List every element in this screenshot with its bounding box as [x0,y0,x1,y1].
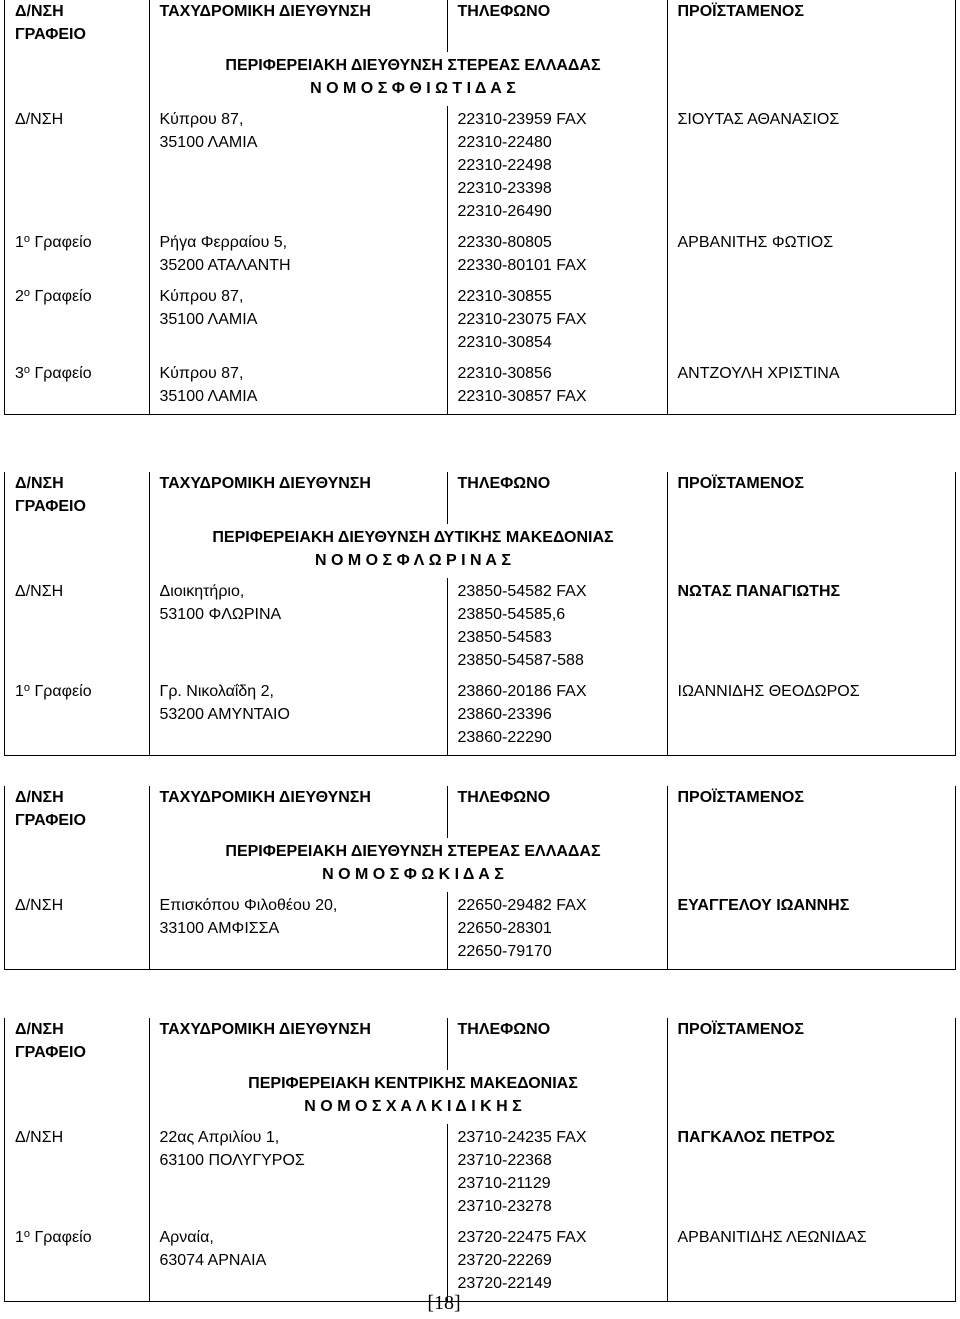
office-label: 1 [15,683,24,700]
region-spacer [5,1070,149,1124]
office-label-rest: Γραφείο [30,234,92,251]
header-head: ΠΡΟΪΣΤΑΜΕΝΟΣ [667,1018,957,1070]
head-cell [667,283,957,360]
address-line: Αρναία, [159,1229,214,1246]
address-line: 35100 ΛΑΜΙΑ [159,388,258,405]
phone-number: 22310-30856 [457,365,552,382]
phone-number: 23710-23278 [457,1198,552,1215]
header-office-line1: Δ/ΝΣΗ [15,789,64,806]
address-line: 22ας Απριλίου 1, [159,1129,280,1146]
head-cell [667,1124,957,1224]
head-cell [667,678,957,755]
phone-number: 22650-29482 FAX [457,897,587,914]
region-spacer-right [667,838,957,892]
phone-number: 22310-22498 [457,157,552,174]
table-row [5,678,957,755]
phone-number: 22310-26490 [457,203,552,220]
phone-cell [447,106,667,229]
table-row [5,360,957,414]
office-label-rest: Γραφείο [30,365,92,382]
head-name: ΑΡΒΑΝΙΤΙΔΗΣ ΛΕΩΝΙΔΑΣ [677,1229,867,1246]
head-cell [667,892,957,969]
address-line: 63100 ΠΟΛΥΓΥΡΟΣ [159,1152,305,1169]
phone-number: 22310-30857 FAX [457,388,587,405]
header-office-line2: ΓΡΑΦΕΙΟ [15,1044,86,1061]
office-label: 1 [15,234,24,251]
address-cell [149,360,447,414]
address-line: Επισκόπου Φιλοθέου 20, [159,897,338,914]
office-label-rest: Γραφείο [30,683,92,700]
address-cell [149,106,447,229]
region-row [5,524,957,578]
table-frame [4,786,956,970]
region-title: ΠΕΡΙΦΕΡΕΙΑΚΗ ΔΙΕΥΘΥΝΣΗ ΣΤΕΡΕΑΣ ΕΛΛΑΔΑΣ [225,57,601,74]
phone-number: 23710-21129 [457,1175,551,1192]
address-line: 33100 ΑΜΦΙΣΣΑ [159,920,280,937]
header-phone: ΤΗΛΕΦΩΝΟ [447,1018,667,1070]
region-cell [149,52,667,106]
address-cell [149,578,447,678]
region-title: ΠΕΡΙΦΕΡΕΙΑΚΗ ΚΕΝΤΡΙΚΗΣ ΜΑΚΕΔΟΝΙΑΣ [248,1075,578,1092]
header-head: ΠΡΟΪΣΤΑΜΕΝΟΣ [667,0,957,52]
region-row [5,838,957,892]
phone-cell [447,283,667,360]
head-name: ΙΩΑΝΝΙΔΗΣ ΘΕΟΔΩΡΟΣ [677,683,860,700]
head-cell [667,578,957,678]
table-row [5,229,957,283]
phone-number: 23720-22269 [457,1252,552,1269]
address-line: 35100 ΛΑΜΙΑ [159,311,258,328]
office-label-rest: Γραφείο [30,1229,92,1246]
header-office [5,0,149,52]
header-office-line2: ΓΡΑΦΕΙΟ [15,26,86,43]
phone-number: 23720-22149 [457,1275,552,1292]
head-cell [667,360,957,414]
directory-block-fokida [4,786,956,970]
phone-cell [447,1124,667,1224]
header-phone: ΤΗΛΕΦΩΝΟ [447,0,667,52]
office-label: Δ/ΝΣΗ [15,897,64,914]
table-row [5,283,957,360]
office-cell [5,892,149,969]
region-cell [149,1070,667,1124]
head-cell [667,1224,957,1301]
phone-number: 23850-54587-588 [457,652,584,669]
address-cell [149,678,447,755]
head-cell [667,106,957,229]
header-head: ΠΡΟΪΣΤΑΜΕΝΟΣ [667,472,957,524]
directory-block-fthiotida [4,0,956,415]
phone-number: 23860-22290 [457,729,552,746]
phone-number: 22310-23075 FAX [457,311,587,328]
address-line: 63074 ΑΡΝΑΙΑ [159,1252,267,1269]
address-line: Κύπρου 87, [159,111,244,128]
table-row [5,1124,957,1224]
head-name: ΑΡΒΑΝΙΤΗΣ ΦΩΤΙΟΣ [677,234,834,251]
header-office-line2: ΓΡΑΦΕΙΟ [15,498,86,515]
office-cell [5,678,149,755]
address-line: 35100 ΛΑΜΙΑ [159,134,258,151]
address-cell [149,229,447,283]
region-spacer-right [667,1070,957,1124]
header-address: ΤΑΧΥΔΡΟΜΙΚΗ ΔΙΕΥΘΥΝΣΗ [149,786,447,838]
phone-cell [447,678,667,755]
head-name: ΕΥΑΓΓΕΛΟΥ ΙΩΑΝΝΗΣ [677,897,850,914]
phone-number: 23720-22475 FAX [457,1229,587,1246]
phone-cell [447,360,667,414]
header-phone: ΤΗΛΕΦΩΝΟ [447,786,667,838]
address-line: Ρήγα Φερραίου 5, [159,234,288,251]
header-phone: ΤΗΛΕΦΩΝΟ [447,472,667,524]
header-office-line1: Δ/ΝΣΗ [15,3,64,20]
header-row [5,0,957,52]
directory-table [5,472,957,755]
region-spacer-right [667,52,957,106]
office-cell [5,360,149,414]
table-frame [4,0,956,415]
office-cell [5,1124,149,1224]
address-cell [149,1224,447,1301]
region-spacer [5,52,149,106]
region-cell [149,524,667,578]
phone-cell [447,892,667,969]
phone-number: 22650-79170 [457,943,552,960]
address-line: Κύπρου 87, [159,365,244,382]
directory-table [5,1018,957,1301]
phone-number: 23860-23396 [457,706,552,723]
prefecture-title: Ν Ο Μ Ο Σ Φ Θ Ι Ω Τ Ι Δ Α Σ [310,80,516,97]
office-label: 3 [15,365,24,382]
header-office [5,1018,149,1070]
phone-number: 23860-20186 FAX [457,683,587,700]
phone-number: 23710-22368 [457,1152,552,1169]
phone-number: 23710-24235 FAX [457,1129,587,1146]
phone-number: 23850-54582 FAX [457,583,587,600]
header-address: ΤΑΧΥΔΡΟΜΙΚΗ ΔΙΕΥΘΥΝΣΗ [149,0,447,52]
table-row [5,892,957,969]
address-line: 53200 ΑΜΥΝΤΑΙΟ [159,706,290,723]
phone-number: 22310-23959 FAX [457,111,587,128]
header-address: ΤΑΧΥΔΡΟΜΙΚΗ ΔΙΕΥΘΥΝΣΗ [149,472,447,524]
region-spacer-right [667,524,957,578]
header-row [5,1018,957,1070]
head-name: ΠΑΓΚΑΛΟΣ ΠΕΤΡΟΣ [677,1129,835,1146]
phone-number: 22650-28301 [457,920,552,937]
office-label: Δ/ΝΣΗ [15,1129,64,1146]
header-row [5,786,957,838]
address-line: 53100 ΦΛΩΡΙΝΑ [159,606,282,623]
region-title: ΠΕΡΙΦΕΡΕΙΑΚΗ ΔΙΕΥΘΥΝΣΗ ΔΥΤΙΚΗΣ ΜΑΚΕΔΟΝΙΑΣ [212,529,614,546]
directory-table [5,786,957,969]
phone-number: 22330-80805 [457,234,552,251]
header-office [5,472,149,524]
region-spacer [5,838,149,892]
phone-number: 22310-30855 [457,288,552,305]
office-label-rest: Γραφείο [30,288,92,305]
office-cell [5,283,149,360]
header-row [5,472,957,524]
table-row [5,106,957,229]
phone-cell [447,1224,667,1301]
office-ordinal: ο [23,1228,31,1240]
region-row [5,52,957,106]
region-spacer [5,524,149,578]
address-line: Διοικητήριο, [159,583,245,600]
header-office [5,786,149,838]
office-cell [5,106,149,229]
phone-number: 22310-22480 [457,134,552,151]
office-ordinal: ο [23,287,31,299]
office-cell [5,229,149,283]
head-name: ΑΝΤΖΟΥΛΗ ΧΡΙΣΤΙΝΑ [677,365,840,382]
directory-block-florina [4,472,956,756]
office-label: Δ/ΝΣΗ [15,583,64,600]
phone-cell [447,229,667,283]
phone-number: 22310-23398 [457,180,552,197]
header-head: ΠΡΟΪΣΤΑΜΕΝΟΣ [667,786,957,838]
table-row [5,578,957,678]
region-row [5,1070,957,1124]
header-address: ΤΑΧΥΔΡΟΜΙΚΗ ΔΙΕΥΘΥΝΣΗ [149,1018,447,1070]
address-cell [149,283,447,360]
phone-number: 22330-80101 FAX [457,257,587,274]
page-number: [18] [427,1292,461,1314]
address-cell [149,1124,447,1224]
head-name: ΝΩΤΑΣ ΠΑΝΑΓΙΩΤΗΣ [677,583,841,600]
office-ordinal: ο [23,364,31,376]
phone-number: 22310-30854 [457,334,552,351]
region-title: ΠΕΡΙΦΕΡΕΙΑΚΗ ΔΙΕΥΘΥΝΣΗ ΣΤΕΡΕΑΣ ΕΛΛΑΔΑΣ [225,843,601,860]
table-row [5,1224,957,1301]
table-frame [4,1018,956,1302]
phone-number: 23850-54583 [457,629,552,646]
head-name: ΣΙΟΥΤΑΣ ΑΘΑΝΑΣΙΟΣ [677,111,840,128]
header-office-line1: Δ/ΝΣΗ [15,1021,64,1038]
prefecture-title: Ν Ο Μ Ο Σ Φ Λ Ω Ρ Ι Ν Α Σ [315,552,511,569]
prefecture-title: Ν Ο Μ Ο Σ Χ Α Λ Κ Ι Δ Ι Κ Η Σ [304,1098,522,1115]
prefecture-title: Ν Ο Μ Ο Σ Φ Ω Κ Ι Δ Α Σ [322,866,504,883]
office-ordinal: ο [23,682,31,694]
head-cell [667,229,957,283]
address-line: 35200 ΑΤΑΛΑΝΤΗ [159,257,291,274]
office-ordinal: ο [23,233,31,245]
header-office-line1: Δ/ΝΣΗ [15,475,64,492]
directory-block-chalkidiki [4,1018,956,1302]
phone-cell [447,578,667,678]
address-cell [149,892,447,969]
directory-table [5,0,957,414]
office-label: 2 [15,288,24,305]
phone-number: 23850-54585,6 [457,606,566,623]
office-label: Δ/ΝΣΗ [15,111,64,128]
region-cell [149,838,667,892]
address-line: Κύπρου 87, [159,288,244,305]
address-line: Γρ. Νικολαΐδη 2, [159,683,274,700]
office-cell [5,1224,149,1301]
office-cell [5,578,149,678]
office-label: 1 [15,1229,24,1246]
header-office-line2: ΓΡΑΦΕΙΟ [15,812,86,829]
table-frame [4,472,956,756]
